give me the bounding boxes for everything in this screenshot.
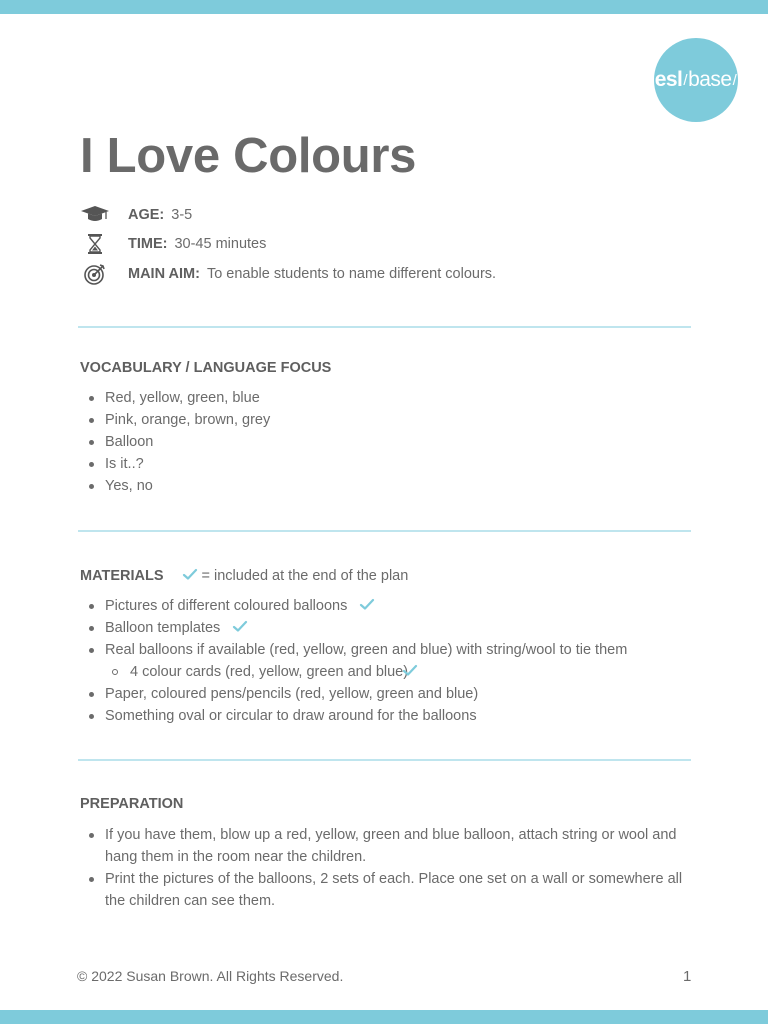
list-item: Pink, orange, brown, grey (80, 409, 270, 431)
section-divider (78, 530, 691, 532)
check-icon (402, 661, 418, 683)
preparation-heading: PREPARATION (80, 796, 184, 812)
meta-time: TIME: 30-45 minutes (80, 232, 266, 256)
bottom-accent-bar (0, 1010, 768, 1024)
vocabulary-list (80, 387, 270, 497)
materials-legend-text: = included at the end of the plan (201, 568, 409, 584)
list-item: Paper, coloured pens/pencils (red, yellow, green and blue) (80, 683, 627, 705)
check-icon (232, 617, 248, 639)
vocabulary-heading: VOCABULARY / LANGUAGE FOCUS (80, 360, 332, 376)
top-accent-bar (0, 0, 768, 14)
list-item: Balloon (80, 431, 270, 453)
page-title: I Love Colours (80, 129, 417, 183)
section-divider (78, 326, 691, 328)
check-icon (359, 595, 375, 617)
list-item: If you have them, blow up a red, yellow, green and blue balloon, attach string or wool and hang them in the room near the children. (80, 824, 690, 868)
materials-heading: MATERIALS (80, 568, 164, 584)
preparation-list (80, 824, 690, 912)
check-icon (182, 568, 198, 584)
materials-header (80, 566, 408, 586)
section-divider (78, 759, 691, 761)
meta-age: AGE: 3-5 (80, 203, 192, 227)
list-item: Something oval or circular to draw around for the balloons (80, 705, 627, 727)
hourglass-icon (80, 232, 110, 256)
list-item: Real balloons if available (red, yellow, green and blue) with string/wool to tie them (80, 639, 627, 661)
list-item: Balloon templates (80, 617, 627, 639)
list-item: Yes, no (80, 475, 270, 497)
page-number: 1 (683, 968, 692, 985)
list-item: Red, yellow, green, blue (80, 387, 270, 409)
target-icon (80, 262, 110, 286)
list-item: Print the pictures of the balloons, 2 sets of each. Place one set on a wall or somewhere all the children can see them. (80, 868, 690, 912)
list-item: Pictures of different coloured balloons (80, 595, 627, 617)
meta-main-aim: MAIN AIM: To enable students to name different colours. (80, 262, 496, 286)
list-item: Is it..? (80, 453, 270, 475)
eslbase-logo: esl / base / (654, 38, 738, 122)
materials-list (80, 595, 627, 727)
list-item: 4 colour cards (red, yellow, green and blue) (80, 661, 627, 683)
graduation-cap-icon (80, 203, 110, 227)
copyright-footer: © 2022 Susan Brown. All Rights Reserved. (77, 968, 344, 984)
